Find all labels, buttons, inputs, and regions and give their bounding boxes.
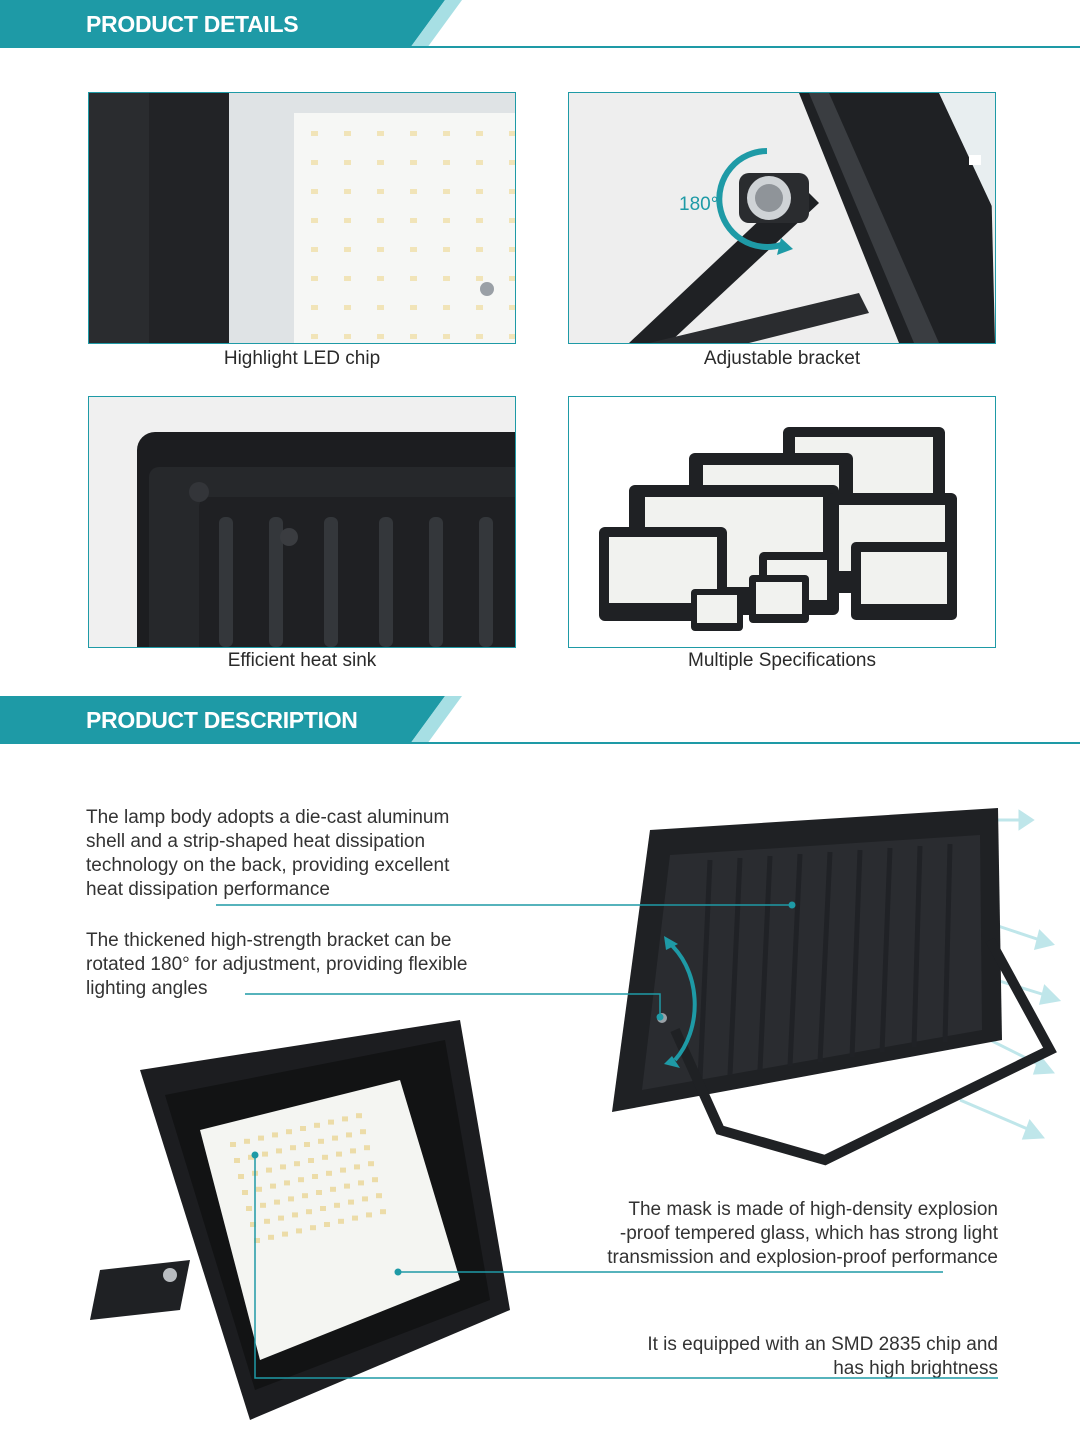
product-details-banner	[0, 0, 1080, 50]
desc-heat-dissipation: The lamp body adopts a die-cast aluminum shell and a strip-shaped heat dissipation technology on the back, providing excellent heat dissipation performance	[86, 807, 450, 900]
heat-sink-image	[88, 396, 516, 648]
product-description-title: PRODUCT DESCRIPTION	[86, 707, 358, 733]
desc-chip: It is equipped with an SMD 2835 chip and has high brightness	[647, 1334, 998, 1379]
caption-led-chip: Highlight LED chip	[223, 348, 381, 369]
adjustable-bracket-image	[568, 92, 996, 344]
lamp-front-view-image	[70, 1010, 530, 1430]
desc-bracket: The thickened high-strength bracket can be rotated 180° for adjustment, providing flexible lighting angles	[86, 930, 468, 999]
desc-mask: The mask is made of high-density explosion -proof tempered glass, which has strong light transmission and explosion-proof performance	[607, 1199, 998, 1268]
caption-multiple-specifications: Multiple Specifications	[688, 650, 876, 671]
caption-heat-sink: Efficient heat sink	[227, 650, 377, 671]
rotation-180-label: 180°	[679, 194, 719, 215]
product-description-banner	[0, 696, 1080, 746]
product-details-title: PRODUCT DETAILS	[86, 11, 299, 37]
lamp-back-view-image	[600, 800, 1080, 1180]
led-chip-image	[88, 92, 516, 344]
caption-adjustable-bracket: Adjustable bracket	[703, 348, 861, 369]
multiple-specifications-image	[568, 396, 996, 648]
